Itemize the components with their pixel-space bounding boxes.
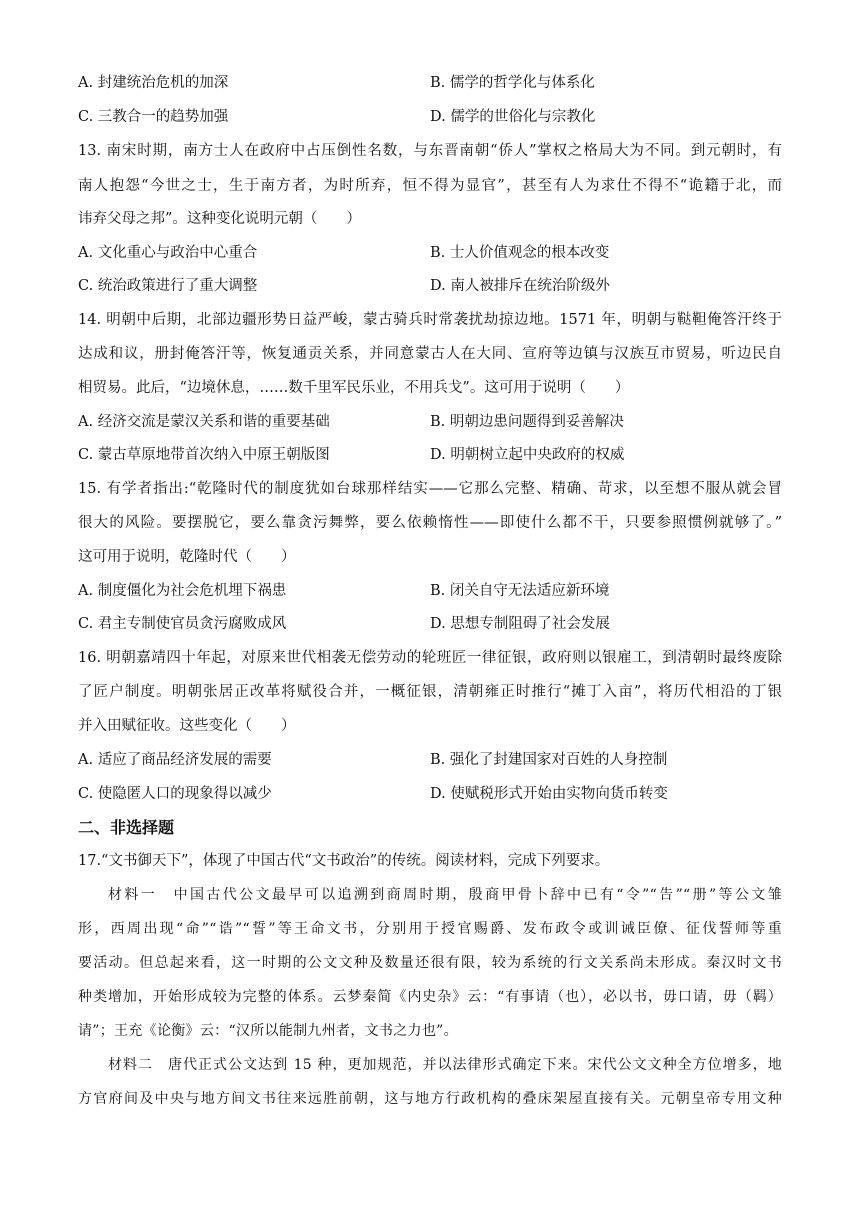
q13-stem-line-1: 13. 南宋时期，南方士人在政府中占压倒性名数，与东晋南朝“侨人”掌权之格局大为不同。到元朝时，有 <box>78 143 782 159</box>
q14-option-b: B. 明朝边患问题得到妥善解决 <box>430 414 624 430</box>
q14-option-d: D. 明朝树立起中央政府的权威 <box>430 447 625 463</box>
q16-stem-line-3: 并入田赋征收。这些变化（ ） <box>78 718 296 734</box>
q15-stem-line-1: 15. 有学者指出:“乾隆时代的制度犹如台球那样结实——它那么完整、精确、苛求，以至想不服从就会冒 <box>78 481 782 497</box>
q15-option-d: D. 思想专制阻碍了社会发展 <box>430 616 610 632</box>
q16-option-c: C. 使隐匿人口的现象得以减少 <box>78 786 272 802</box>
q13-option-c: C. 统治政策进行了重大调整 <box>78 278 258 294</box>
q16-stem-line-2: 了匠户制度。明朝张居正改革将赋役合并，一概征银，清朝雍正时推行“摊丁入亩”，将历代相沿的丁银 <box>78 684 782 700</box>
q17-material-1-line-5: 请”；王充《论衡》云：“汉所以能制九州者，文书之力也”。 <box>78 1023 458 1039</box>
q13-stem-line-2: 南人抱怨“今世之士，生于南方者，为时所弃，恒不得为显官”，甚至有人为求仕不得不“诡籍于北，而 <box>78 178 782 194</box>
q13-option-d: D. 南人被排斥在统治阶级外 <box>430 278 610 294</box>
q15-stem-line-3: 这可用于说明，乾隆时代（ ） <box>78 549 296 565</box>
q16-stem-line-1: 16. 明朝嘉靖四十年起，对原来世代相袭无偿劳动的轮班匠一律征银，政府则以银雇工，到清朝时最终废除 <box>78 650 782 666</box>
q16-option-d: D. 使赋税形式开始由实物向货币转变 <box>430 786 668 802</box>
q12-option-c: C. 三教合一的趋势加强 <box>78 109 229 125</box>
q14-stem-line-1: 14. 明朝中后期，北部边疆形势日益严峻，蒙古骑兵时常袭扰劫掠边地。1571 年，明朝与鞑靼俺答汗终于 <box>78 312 782 328</box>
q14-option-a: A. 经济交流是蒙汉关系和谐的重要基础 <box>78 414 330 430</box>
q17-material-1-line-4: 种类增加，开始形成较为完整的体系。云梦秦简《内史杂》云：“有事请（也），必以书，毋口请，毋（羁） <box>78 989 782 1005</box>
q17-material-1-line-1: 材料一 中国古代公文最早可以追溯到商周时期，殷商甲骨卜辞中已有“令”“告”“册”等公文雏 <box>108 887 782 903</box>
q16-option-b: B. 强化了封建国家对百姓的人身控制 <box>430 752 668 768</box>
q17-material-2-line-2: 方官府间及中央与地方间文书往来远胜前朝，这与地方行政机构的叠床架屋直接有关。元朝皇帝专用文种 <box>78 1091 782 1107</box>
q13-option-a: A. 文化重心与政治中心重合 <box>78 245 258 261</box>
q15-stem-line-2: 很大的风险。要摆脱它，要么靠贪污舞弊，要么依赖惰性——即使什么都不干，只要参照惯例就够了。” <box>78 515 782 531</box>
q12-option-b: B. 儒学的哲学化与体系化 <box>430 75 595 91</box>
q12-option-d: D. 儒学的世俗化与宗教化 <box>430 109 596 125</box>
q14-stem-line-2: 达成和议，册封俺答汗等，恢复通贡关系，并同意蒙古人在大同、宣府等边镇与汉族互市贸易，听边民自 <box>78 346 782 362</box>
section-heading: 二、非选择题 <box>78 818 175 837</box>
q13-stem-line-3: 讳弃父母之邦”。这种变化说明元朝（ ） <box>78 211 361 227</box>
q13-option-b: B. 士人价值观念的根本改变 <box>430 245 610 261</box>
q12-option-a: A. 封建统治危机的加深 <box>78 75 229 91</box>
q17-material-1-line-3: 要活动。但总起来看，这一时期的公文文种及数量还很有限，较为系统的行文关系尚未形成。秦汉时文书 <box>78 955 782 971</box>
q16-option-a: A. 适应了商品经济发展的需要 <box>78 752 272 768</box>
q15-option-c: C. 君主专制使官员贪污腐败成风 <box>78 616 287 632</box>
q17-intro: 17.“文书御天下”，体现了中国古代“文书政治”的传统。阅读材料，完成下列要求。 <box>78 853 610 869</box>
q17-material-2-line-1: 材料二 唐代正式公文达到 15 种，更加规范，并以法律形式确定下来。宋代公文文种全方位增多，地 <box>108 1057 782 1073</box>
q15-option-b: B. 闭关自守无法适应新环境 <box>430 583 610 599</box>
q17-material-1-line-2: 形，西周出现“命”“诰”“誓”等王命文书，分别用于授官赐爵、发布政令或训诫臣僚、征伐誓师等重 <box>78 921 782 937</box>
q14-stem-line-3: 相贸易。此后，“边境休息，……数千里军民乐业，不用兵戈”。这可用于说明（ ） <box>78 380 630 396</box>
q14-option-c: C. 蒙古草原地带首次纳入中原王朝版图 <box>78 447 330 463</box>
q15-option-a: A. 制度僵化为社会危机埋下祸患 <box>78 583 287 599</box>
